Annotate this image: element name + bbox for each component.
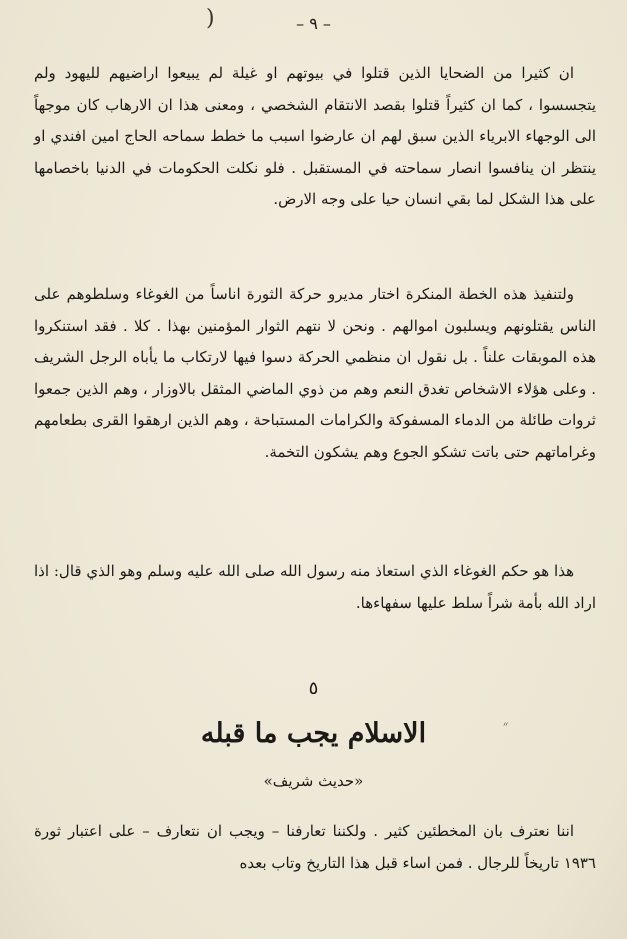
paragraph-section-intro: [34, 816, 596, 879]
margin-mark: ): [206, 6, 215, 31]
paragraph-hadith-quote: [34, 556, 596, 619]
paragraph-text: اننا نعترف بان المخطئين كثير . ولكننا تعارفنا – ويجب ان نتعارف – على اعتبار ثورة ١٩٣٦ تاريخاً للرجال . فمن اساء قبل هذا التاريخ وتاب بعده: [34, 822, 596, 872]
paragraph-text: هذا هو حكم الغوغاء الذي استعاذ منه رسول الله صلى الله عليه وسلم وهو الذي قال: اذا اراد الله بأمة شراً سلط عليها سفهاءها.: [34, 562, 596, 612]
section-number: ٥: [308, 678, 319, 699]
paragraph-text: ان كثيرا من الضحايا الذين قتلوا في بيوتهم او غيلة لم يبيعوا اراضيهم لليهود ولم يتجسسوا ، كما ان كثيراً قتلوا بقصد الانتقام الشخصي ، ومعنى هذا ان الارهاب كان موجهاً الى الوجهاء الابرياء الذين سبق لهم ان عارضوا اسبب ما خطط سماحه الحاج امين افندي او ينتظر ان ينافسوا انصار سماحته في المستقبل . فلو نكلت الحكومات في الدنيا باخصامها على هذا الشكل لما بقي انسان حيا على وجه الارض.: [34, 64, 596, 208]
section-title: الاسلام يجب ما قبله: [200, 718, 427, 749]
margin-tick-mark: ״: [503, 718, 509, 734]
paragraph-mob-plan: [34, 279, 596, 468]
section-subtitle: «حديث شريف»: [263, 772, 364, 790]
paragraph-text: ولتنفيذ هذه الخطة المنكرة اختار مديرو حركة الثورة اناساً من الغوغاء وسلطوهم على الناس يقتلونهم ويسلبون اموالهم . ونحن لا نتهم الثوار المؤمنين بهذا . كلا . فقد استنكروا هذه الموبقات علناً . بل نقول ان منظمي الحركة دسوا فيها لارتكاب ما يأباه الرجل الشريف . وعلى هؤلاء الاشخاص تغدق النعم وهم من ذوي الماضي المثقل بالاوزار ، وهم الذين جمعوا ثروات طائلة من الدماء المسفوكة والكرامات المستباحة ، وهم الذين ارهقوا القرى بطعامهم وغراماتهم حتى باتت تشكو الجوع وهم يشكون التخمة.: [34, 285, 596, 461]
page-number: – ٩ –: [296, 14, 331, 33]
paragraph-victims: [34, 58, 596, 216]
